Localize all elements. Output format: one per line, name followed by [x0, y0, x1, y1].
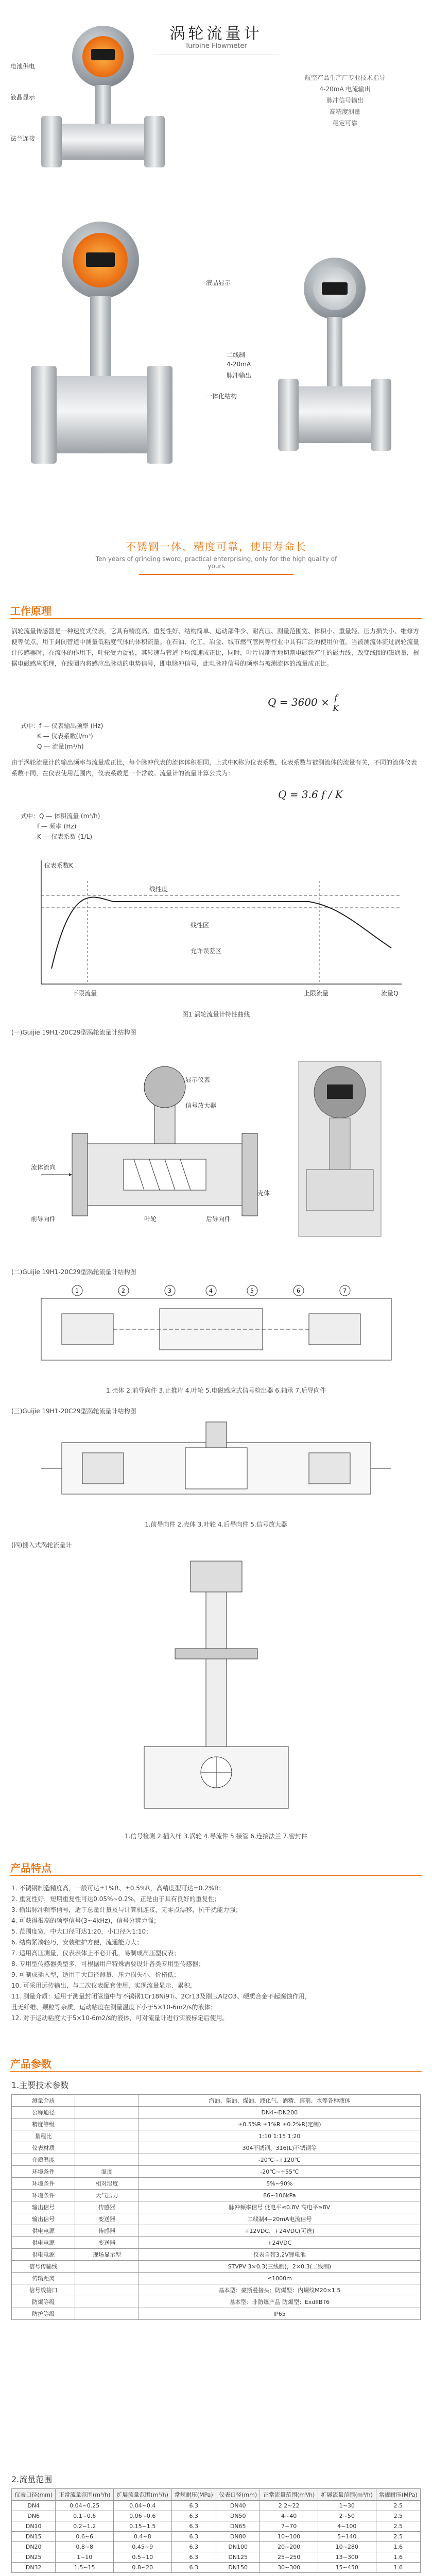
column-header: 仪表口径(mm) [12, 2489, 56, 2501]
table-header-row [12, 2489, 421, 2501]
table-row [12, 2190, 421, 2201]
formula-definition: Q — 流量(m³/h) [37, 743, 84, 750]
table-row [12, 2284, 421, 2296]
formula-definition: K — 仪表系数 (1/L) [37, 833, 93, 840]
feature-item: 2. 重复性好，短期重复性可达0.05%~0.2%，正是由于具有良好的重复性； [11, 1895, 220, 1903]
table-cell: 变送器 [75, 2213, 139, 2225]
table-row [12, 2501, 421, 2511]
table-cell: 0.8~8 [56, 2542, 114, 2552]
table-cell: DN10 [12, 2521, 56, 2532]
callout-label: 一体化结构 [206, 393, 237, 400]
tagline: 脉冲信号输出 [326, 97, 364, 104]
table-cell: 0.45~9 [113, 2542, 171, 2552]
table-cell: 13~300 [318, 2552, 376, 2563]
table-cell: 0.04~0.25 [56, 2501, 114, 2511]
table-cell: 0.1~0.6 [56, 2511, 114, 2521]
structure-caption: (二)Guijie 19H1-20C29型涡轮流量计结构图 [11, 1268, 136, 1276]
table-cell: 86~106kPa [139, 2190, 420, 2201]
table-cell: DN20 [12, 2542, 56, 2552]
table-cell: 环境条件 [12, 2190, 75, 2201]
table-row [12, 2225, 421, 2237]
feature-item: 9. 可制成插入型，适用于大口径测量，压力损失小，价格低； [11, 1971, 180, 1978]
formula-definition: 式中：Q — 体积流量 (m³/h) [21, 812, 100, 820]
feature-list [11, 1883, 421, 2024]
callout-label: 二线制 [227, 351, 246, 359]
table-cell: 介质温度 [12, 2154, 75, 2166]
product-image-mid [31, 222, 196, 510]
table-row [12, 2296, 421, 2308]
slogan-banner [93, 538, 340, 575]
svg-text:3: 3 [168, 1287, 171, 1294]
table-cell: 1:10 1:15 1:20 [139, 2130, 420, 2142]
table-cell: 环境条件 [12, 2178, 75, 2190]
page-title: 涡轮流量计 [169, 25, 263, 43]
section-heading-params: 产品参数 [10, 2058, 51, 2070]
table-cell [75, 2296, 139, 2308]
structure-diagram-1 [21, 1041, 412, 1257]
table-cell: IP65 [139, 2308, 420, 2320]
structure-label: 前导向件 [31, 1215, 56, 1223]
chart-label: 线性度 [149, 886, 168, 893]
table-cell: +24VDC [139, 2237, 420, 2249]
feature-item: 11. 测量介质：适用于测量封闭管道中与不锈钢1Cr18Ni9Ti、2Cr13及刚玉Al2O3、硬质合金不起腐蚀作用， [11, 1993, 311, 2000]
feature-item: 且无纤维、颗粒等杂质，运动粘度在测量温度下小于5×10-6m2/s的液体； [11, 2004, 217, 2011]
table-cell: 4~40 [260, 2511, 318, 2521]
svg-text:2: 2 [122, 1287, 125, 1294]
callout-label: 法兰连接 [10, 135, 36, 142]
chart-label: 允许误差区 [191, 947, 222, 955]
table-cell [75, 2142, 139, 2154]
table-cell: 精度等级 [12, 2119, 75, 2130]
table-cell: DN65 [216, 2521, 260, 2532]
table-cell: 仪表材质 [12, 2142, 75, 2154]
table-cell: -20℃~+55℃ [139, 2166, 420, 2178]
slogan-title: 不锈钢一体，精度可靠，使用寿命长 [126, 540, 307, 553]
table-cell [75, 2130, 139, 2142]
table-cell: 7~70 [260, 2521, 318, 2532]
structure-diagram-3 [41, 1417, 391, 1515]
table-cell: 防爆等级 [12, 2296, 75, 2308]
table-title: 2.流量范围 [11, 2475, 53, 2484]
tagline: 4-20mA 电流输出 [319, 86, 371, 93]
svg-text:5: 5 [250, 1287, 254, 1294]
table-cell: DN50 [216, 2511, 260, 2521]
table-cell: 0.4~8 [113, 2532, 171, 2542]
table-cell: 公称通径 [12, 2107, 75, 2119]
feature-item: 8. 专用型传感器类型多，可根据用户特殊需要设计各类专用型传感器； [11, 1960, 205, 1968]
table-cell: 大气压力 [75, 2190, 139, 2201]
column-header: 常规耐压(MPa) [376, 2489, 421, 2501]
product-image-right [278, 258, 412, 505]
section-heading-features: 产品特点 [10, 1862, 51, 1874]
svg-text:6: 6 [297, 1287, 300, 1294]
svg-text:1: 1 [75, 1287, 79, 1294]
range-table [11, 2488, 421, 2573]
table-cell: 防护等级 [12, 2308, 75, 2320]
table-cell: 2.5 [376, 2532, 421, 2542]
table-cell: 0.2~1.2 [56, 2521, 114, 2532]
table-cell [75, 2154, 139, 2166]
formula-definition: K — 仪表系数(l/m³) [37, 733, 93, 740]
table-cell: 供电电源 [12, 2249, 75, 2261]
table-cell: 5%~90% [139, 2178, 420, 2190]
table-cell: 信号线接口 [12, 2284, 75, 2296]
structure-label: 流体流向 [31, 1164, 56, 1171]
column-header: 扩展流量范围(m³/h) [318, 2489, 376, 2501]
chart-label: 线性区 [191, 922, 210, 929]
table-cell: 供电电源 [12, 2225, 75, 2237]
table-row [12, 2166, 421, 2178]
structure-label: 信号放大器 [185, 1102, 217, 1109]
feature-item: 5. 范围度宽，中大口径可达1:20，小口径为1:10； [11, 1928, 152, 1935]
structure-label: 壳体 [257, 1190, 270, 1197]
table-cell: 0.15~1.5 [113, 2521, 171, 2532]
table-cell: 1.6 [376, 2542, 421, 2552]
table-row [12, 2552, 421, 2563]
callout-label: 电池供电 [10, 63, 36, 70]
table-cell: 传感器 [75, 2225, 139, 2237]
table-cell: 供电电源 [12, 2237, 75, 2249]
table-cell: 二线制4~20mA电流信号 [139, 2213, 420, 2225]
feature-item: 10. 可采用远传输出，与二次仪表配套使用，实现流量显示、累积， [11, 1982, 196, 1989]
table-cell: DN125 [216, 2552, 260, 2563]
table-cell: ±0.5%R ±1%R ±0.2%R(定制) [139, 2119, 420, 2130]
characteristic-curve-diagram [21, 850, 412, 1005]
structure-caption: (三)Guijie 19H1-20C29型涡轮流量计结构图 [11, 1408, 136, 1415]
principle-paragraph: 涡轮流量传感器是一种速度式仪表，它具有精度高、重复性好、结构简单、运动部件少、耐高压、测量范围宽、体积小、重量轻、压力损失小、维修方便等优点，用于封闭管道中测量低粘度气体的体积流量。在石油、化工、冶金、城市燃气管网等行业中具有广泛的使用价值。当被测流体流过涡轮流量计传感器时，在流体的作用下，叶轮受力旋转，其转速与管道平均流速成正比，同时，叶片周期性地切割电磁铁产生的磁力线，改变线圈的磁通量，根据电磁感应原理，在线圈内将感应出脉动的电势信号，即电脉冲信号，此电脉冲信号的频率与被测流体的流量成正比。 [11, 628, 420, 667]
table-cell: 传输距离 [12, 2273, 75, 2284]
table-cell [75, 2119, 139, 2130]
structure-diagram-2 [31, 1278, 402, 1381]
table-cell: 1.5~15 [56, 2563, 114, 2573]
table-cell: 20~200 [260, 2542, 318, 2552]
table-cell [75, 2308, 139, 2320]
table-cell: 1~30 [318, 2501, 376, 2511]
table-cell: 6.3 [171, 2511, 216, 2521]
table-cell: 6.3 [171, 2501, 216, 2511]
params-table [11, 2094, 421, 2320]
column-header: 正常流量范围(m³/h) [56, 2489, 114, 2501]
tagline: 高精度测量 [329, 108, 360, 115]
structure-label: 显示仪表 [185, 1076, 211, 1083]
table-cell: 现场显示型 [75, 2249, 139, 2261]
table-cell: 环境条件 [12, 2166, 75, 2178]
table-cell: 6.3 [171, 2552, 216, 2563]
structure-label: 后导向件 [206, 1215, 231, 1223]
chart-label: 下限流量 [72, 990, 97, 997]
feature-item: 1. 不锈钢制造精度高，一般可达±1%R、±0.5%R，高精度型可达±0.2%R； [11, 1885, 225, 1892]
table-title: 1.主要技术参数 [11, 2080, 69, 2090]
table-row [12, 2119, 421, 2130]
table-cell: DN80 [216, 2532, 260, 2542]
table-row [12, 2249, 421, 2261]
slogan-subtitle: Ten years of grinding sword, practical enterprising, only for the high quality of yours [95, 555, 337, 570]
chart-label: 仪表系数K [44, 862, 73, 869]
table-row [12, 2142, 421, 2154]
table-cell: 仪表自带3.2V锂电池 [139, 2249, 420, 2261]
table-cell: 基本型：非防爆产品 防爆型：ExdIIBT6 [139, 2296, 420, 2308]
table-row [12, 2273, 421, 2284]
table-cell: 0.5~10 [113, 2552, 171, 2563]
table-cell: 传感器 [75, 2201, 139, 2213]
table-cell: 10~280 [318, 2542, 376, 2552]
svg-text:7: 7 [343, 1287, 347, 1294]
formula-definition: f — 频率 (Hz) [37, 823, 77, 830]
table-row [12, 2542, 421, 2552]
table-cell [75, 2284, 139, 2296]
table-cell: 6.3 [171, 2521, 216, 2532]
table-cell: 量程比 [12, 2130, 75, 2142]
chart-label: 流量Q [381, 990, 399, 997]
table-cell: DN40 [216, 2501, 260, 2511]
table-cell: 0.04~0.4 [113, 2501, 171, 2511]
feature-item: 3. 输出脉冲频率信号，适于总量计量及与计算机连接，无零点漂移，抗干扰能力强； [11, 1906, 242, 1913]
parts-legend: 1.信号检测 2.插入杆 3.涡轮 4.导流件 5.接管 6.连接法兰 7.密封件 [124, 1833, 308, 1840]
table-cell: 输出信号 [12, 2213, 75, 2225]
table-cell: 温度 [75, 2166, 139, 2178]
feature-item: 4. 可获得很高的频率信号(3~4kHz)，信号分辨力强； [11, 1917, 160, 1924]
column-header: 仪表口径(mm) [216, 2489, 260, 2501]
table-cell: STVPV 3×0.3(三线制)，2×0.3(二线制) [139, 2261, 420, 2273]
tagline: 稳定可靠 [332, 120, 357, 127]
table-cell: DN4~DN200 [139, 2107, 420, 2119]
table-cell: 10~100 [260, 2532, 318, 2542]
table-cell: 2.5 [376, 2511, 421, 2521]
structure-caption: (一)Guijie 19H1-20C29型涡轮流量计结构图 [11, 1029, 136, 1036]
table-cell: 15~450 [318, 2563, 376, 2573]
table-cell: 0.8~20 [113, 2563, 171, 2573]
table-cell: -20℃~+120℃ [139, 2154, 420, 2166]
table-row [12, 2154, 421, 2166]
parts-legend: 1.壳体 2.前导向件 3.止推片 4.叶轮 5.电磁感应式信号检出器 6.轴承 7.后导向件 [106, 1387, 326, 1394]
table-cell: 30~300 [260, 2563, 318, 2573]
table-cell: 测量介质 [12, 2095, 75, 2107]
table-cell: 304不锈钢、316(L)不锈钢等 [139, 2142, 420, 2154]
table-cell: DN15 [12, 2532, 56, 2542]
chart-label: 上限流量 [304, 990, 329, 997]
svg-text:4: 4 [209, 1287, 213, 1294]
table-cell: DN32 [12, 2563, 56, 2573]
table-cell: 25~250 [260, 2552, 318, 2563]
callout-label: 液晶显示 [10, 94, 36, 101]
table-cell: 基本型：豪斯曼接头；防爆型：内螺纹M20×1.5 [139, 2284, 420, 2296]
table-cell: 6.3 [171, 2542, 216, 2552]
table-cell: DN100 [216, 2542, 260, 2552]
feature-item: 7. 适用高压测量，仪表表体上不必开孔，易制成高压型仪表； [11, 1950, 180, 1957]
table-cell: 汽油、柴油、煤油、液化气、酒精、溶剂、水等各种液体 [139, 2095, 420, 2107]
table-cell: +12VDC、+24VDC(可选) [139, 2225, 420, 2237]
table-row [12, 2563, 421, 2573]
product-image-top [41, 21, 196, 196]
principle-paragraph-2: 由于涡轮流量计的输出频率与流量成正比，每个脉冲代表的流体体积相同，上式中K称为仪表系数，仪表系数与被测流体的流量有关，不同的流体仪表系数不同，在仪表使用范围内，仪表系数是一个常数。流量计的流量计算公式为： [11, 759, 417, 777]
table-cell [75, 2273, 139, 2284]
table-cell: 2.2~22 [260, 2501, 318, 2511]
structure-caption: (四)插入式涡轮流量计 [11, 1541, 72, 1549]
page-subtitle: Turbine Flowmeter [185, 42, 247, 50]
feature-item: 12. 对于运动粘度大于5×10-6m2/s的液体，可对流量计进行实液标定后使用。 [11, 2014, 229, 2022]
feature-item: 6. 结构紧凑轻巧，安装维护方便，流通能力大； [11, 1939, 143, 1946]
formula-definition: 式中：f — 仪表输出频率 (Hz) [21, 722, 103, 730]
table-cell: DN6 [12, 2511, 56, 2521]
structure-label: 叶轮 [144, 1215, 157, 1223]
table-cell: 1.6 [376, 2552, 421, 2563]
section-heading-principle: 工作原理 [10, 605, 51, 617]
table-cell: 脉冲频率信号 低电平≤0.8V 高电平≥8V [139, 2201, 420, 2213]
table-row [12, 2213, 421, 2225]
table-row [12, 2521, 421, 2532]
table-cell [75, 2095, 139, 2107]
table-row [12, 2107, 421, 2119]
chart-caption: 图1 涡轮流量计特性曲线 [182, 1011, 250, 1018]
column-header: 正常流量范围(m³/h) [260, 2489, 318, 2501]
formula-1: Q = 3600 × $\frac{f}{K}$ [268, 693, 339, 713]
table-cell: ≤1000m [139, 2273, 420, 2284]
table-cell [75, 2261, 139, 2273]
table-cell: 5~140 [318, 2532, 376, 2542]
table-cell: DN150 [216, 2563, 260, 2573]
callout-label: 4-20mA [227, 361, 251, 368]
structure-diagram-4 [113, 1556, 319, 1824]
table-cell: 4~100 [318, 2521, 376, 2532]
table-cell: 2.5 [376, 2521, 421, 2532]
table-cell: DN25 [12, 2552, 56, 2563]
table-row [12, 2095, 421, 2107]
table-row [12, 2130, 421, 2142]
table-row [12, 2237, 421, 2249]
formula-2: Q = 3.6 f / K [278, 788, 343, 801]
table-cell: 1~10 [56, 2552, 114, 2563]
column-header: 常规耐压(MPa) [171, 2489, 216, 2501]
table-cell: 2.5 [376, 2501, 421, 2511]
table-cell: 1.6 [376, 2563, 421, 2573]
table-row [12, 2178, 421, 2190]
table-cell: 相对湿度 [75, 2178, 139, 2190]
table-cell: 变送器 [75, 2237, 139, 2249]
table-cell: 0.6~6 [56, 2532, 114, 2542]
table-row [12, 2532, 421, 2542]
table-cell: 信号传输线 [12, 2261, 75, 2273]
table-cell: 输出信号 [12, 2201, 75, 2213]
table-cell [75, 2107, 139, 2119]
callout-label: 液晶显示 [206, 279, 231, 286]
table-row [12, 2261, 421, 2273]
tagline: 航空产品生产厂专业技术指导 [304, 74, 385, 81]
callout-label: 脉冲输出 [227, 372, 252, 379]
table-cell: 0.06~0.6 [113, 2511, 171, 2521]
table-cell: 6.3 [171, 2532, 216, 2542]
column-header: 扩展流量范围(m³/h) [113, 2489, 171, 2501]
parts-legend: 1.前导向件 2.壳体 3.叶轮 4.后导向件 5.信号放大器 [145, 1521, 287, 1528]
table-cell: 6.3 [171, 2563, 216, 2573]
table-cell: DN4 [12, 2501, 56, 2511]
table-row [12, 2201, 421, 2213]
table-row [12, 2308, 421, 2320]
tagline-list [278, 72, 412, 129]
table-row [12, 2511, 421, 2521]
table-cell: 2~50 [318, 2511, 376, 2521]
